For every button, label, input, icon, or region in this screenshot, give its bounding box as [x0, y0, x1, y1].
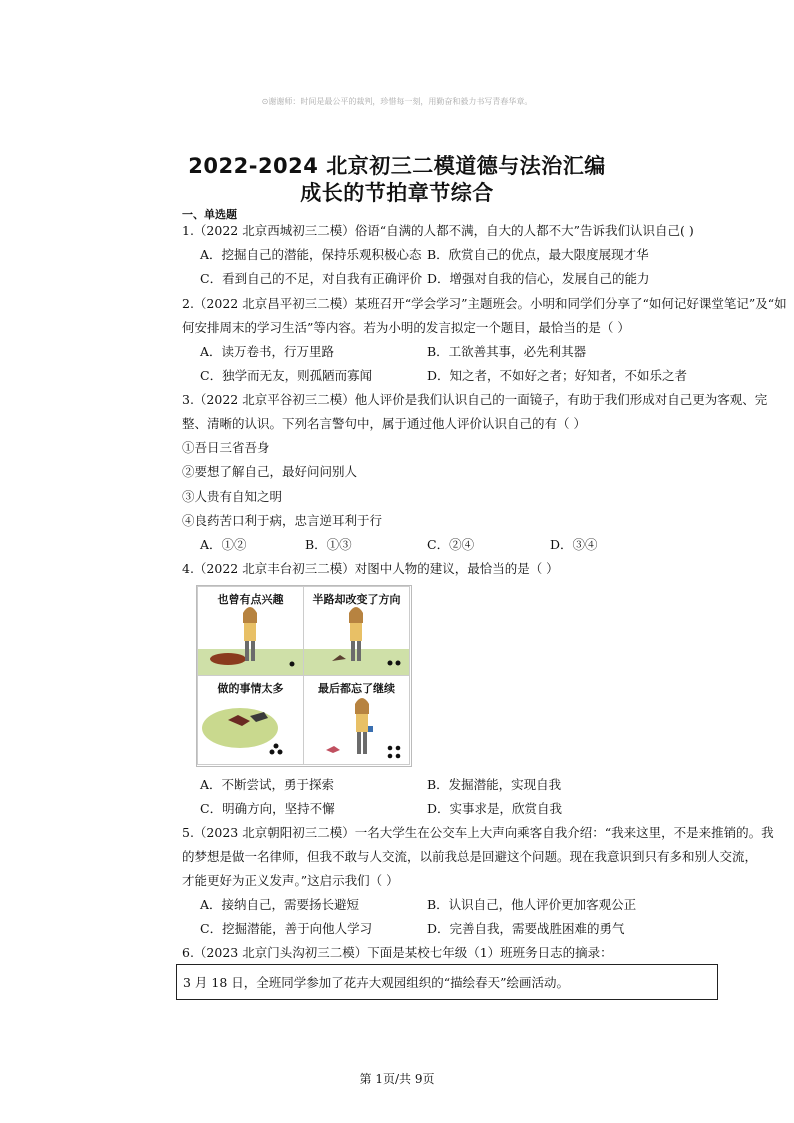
q4-option-c: C．明确方向，坚持不懈	[200, 801, 335, 816]
page-footer: 第 1页/共 9页	[359, 1072, 435, 1086]
comic-panel-1	[197, 586, 304, 676]
comic-panel-2-drawing	[304, 587, 409, 675]
q1-stem: 1.（2022 北京西城初三二模）俗语“自满的人都不满，自大的人都不大”告诉我们认识自己( )	[182, 223, 694, 238]
comic-panel-2-caption: 半路却改变了方向	[312, 593, 401, 606]
q5-option-c: C．挖掘潜能，善于向他人学习	[200, 921, 373, 936]
q5-option-d: D．完善自我，需要战胜困难的勇气	[427, 921, 625, 936]
q3-stem-line1: 3.（2022 北京平谷初三二模）他人评价是我们认识自己的一面镜子，有助于我们形成对自己更为客观、完	[182, 392, 768, 407]
q3-statement-3: ③人贵有自知之明	[182, 489, 283, 504]
doc-title-line1: 2022-2024 北京初三二模道德与法治汇编	[188, 154, 606, 178]
q3-statement-1: ①吾日三省吾身	[182, 440, 270, 455]
q5-option-a: A．接纳自己，需要扬长避短	[200, 897, 360, 912]
q2-option-d: D．知之者，不如好之者；好知者，不如乐之者	[427, 368, 688, 383]
q3-option-c: C．②④	[427, 537, 475, 552]
q2-stem-line1: 2.（2022 北京昌平初三二模）某班召开“学会学习”主题班会。小明和同学们分享了“如何记好课堂笔记”及“如	[182, 296, 787, 311]
comic-panel-3-drawing	[198, 676, 303, 764]
q6-diary-box	[176, 964, 718, 1000]
comic-panel-1-caption: 也曾有点兴趣	[217, 593, 284, 606]
q5-option-b: B．认识自己，他人评价更加客观公正	[427, 897, 637, 912]
comic-panel-1-drawing	[198, 587, 303, 675]
q4-option-d: D．实事求是，欣赏自我	[427, 801, 563, 816]
q5-stem-line3: 才能更好为正义发声。”这启示我们（ ）	[182, 873, 399, 888]
q1-option-d: D．增强对自我的信心，发展自己的能力	[427, 271, 650, 286]
q1-option-b: B．欣赏自己的优点，最大限度展现才华	[427, 247, 649, 262]
q3-option-d: D．③④	[550, 537, 598, 552]
q4-stem: 4.（2022 北京丰台初三二模）对图中人物的建议，最恰当的是（ ）	[182, 561, 559, 576]
comic-panel-3	[197, 675, 304, 765]
q1-option-c: C．看到自己的不足，对自我有正确评价	[200, 271, 423, 286]
q5-stem-line1: 5.（2023 北京朝阳初三二模）一名大学生在公交车上大声向乘客自我介绍：“我来这里，不是来推销的。我	[182, 825, 774, 840]
q1-option-a: A．挖掘自己的潜能，保持乐观积极心态	[200, 247, 422, 262]
comic-panel-4	[303, 675, 410, 765]
q4-comic-figure	[196, 585, 412, 767]
q6-diary-text: 3 月 18 日，全班同学参加了花卉大观园组织的“描绘春天”绘画活动。	[183, 975, 570, 990]
q4-option-a: A．不断尝试，勇于探索	[200, 777, 335, 792]
q2-stem-line2: 何安排周末的学习生活”等内容。若为小明的发言拟定一个题目，最恰当的是（ ）	[182, 320, 630, 335]
comic-panel-4-caption: 最后都忘了继续	[318, 682, 395, 695]
comic-panel-2	[303, 586, 410, 676]
q2-option-a: A．读万卷书，行万里路	[200, 344, 335, 359]
comic-panel-4-drawing	[304, 676, 409, 764]
q2-option-c: C．独学而无友，则孤陋而寡闻	[200, 368, 373, 383]
q3-stem-line2: 整、清晰的认识。下列名言警句中，属于通过他人评价认识自己的有（ ）	[182, 416, 586, 431]
q3-statement-2: ②要想了解自己，最好问问别人	[182, 464, 358, 479]
q6-stem: 6.（2023 北京门头沟初三二模）下面是某校七年级（1）班班务日志的摘录：	[182, 945, 613, 960]
q5-stem-line2: 的梦想是做一名律师，但我不敢与人交流，以前我总是回避这个问题。现在我意识到只有多和别人交流，	[182, 849, 758, 864]
watermark-text: ⊙谢谢师：时间是最公平的裁判，珍惜每一刻，用勤奋和毅力书写青春华章。	[261, 97, 533, 106]
q4-option-b: B．发掘潜能，实现自我	[427, 777, 562, 792]
comic-panel-3-caption: 做的事情太多	[217, 682, 284, 695]
q2-option-b: B．工欲善其事，必先利其器	[427, 344, 587, 359]
q3-option-a: A．①②	[200, 537, 247, 552]
section-heading: 一、单选题	[182, 208, 237, 221]
q3-statement-4: ④良药苦口利于病，忠言逆耳利于行	[182, 513, 383, 528]
doc-title-line2: 成长的节拍章节综合	[300, 181, 494, 205]
q3-option-b: B．①③	[305, 537, 352, 552]
